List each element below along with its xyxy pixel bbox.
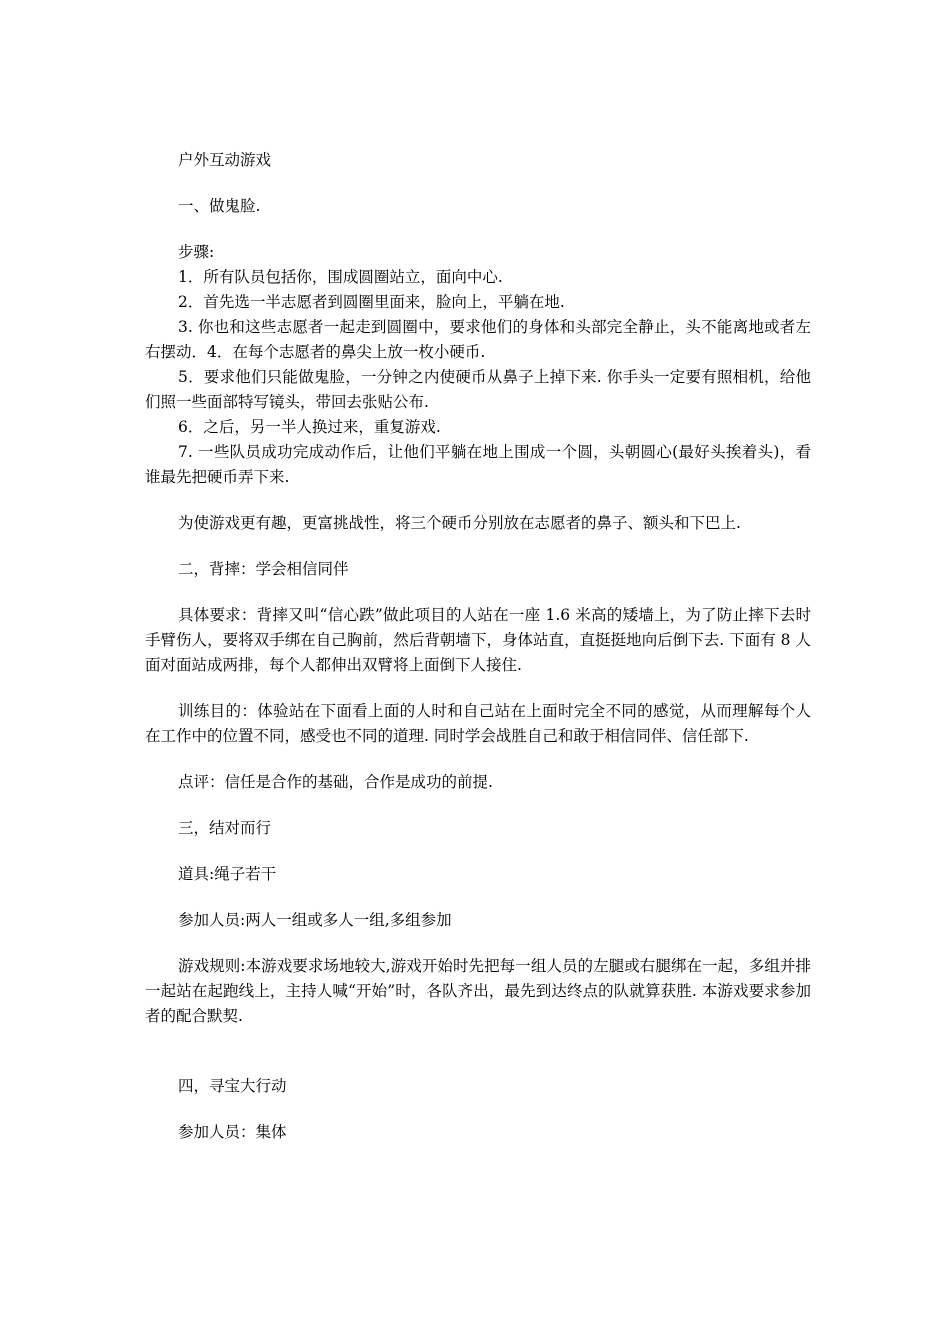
section2-heading: 二，背摔：学会相信同伴 (178, 560, 349, 578)
section2-purpose: 训练目的：体验站在下面看上面的人时和自己站在上面时完全不同的感觉，从而理解每个人在工作中的位置不同，感受也不同的道理. 同时学会战胜自己和敢于相信同伴、信任部下. (145, 702, 811, 745)
section3-participants: 参加人员:两人一组或多人一组,多组参加 (178, 911, 452, 929)
section3-heading: 三，结对而行 (178, 819, 272, 837)
section1-tip: 为使游戏更有趣，更富挑战性，将三个硬币分别放在志愿者的鼻子、额头和下巴上. (178, 514, 741, 532)
step-item: 6．之后，另一半人换过来，重复游戏. (178, 418, 441, 436)
step-item: 2．首先选一半志愿者到圆圈里面来，脸向上，平躺在地. (178, 293, 565, 311)
section1-heading: 一、做鬼脸. (178, 197, 261, 215)
section3-rules: 游戏规则:本游戏要求场地较大,游戏开始时先把每一组人员的左腿或右腿绑在一起，多组并排一起站在起跑线上，主持人喊“开始”时，各队齐出，最先到达终点的队就算获胜. 本游戏要求参加者的配合默契. (145, 957, 811, 1025)
document-page (145, 148, 811, 1145)
section2-comment: 点评：信任是合作的基础，合作是成功的前提. (178, 773, 493, 791)
step-item: 3. 你也和这些志愿者一起走到圆圈中，要求他们的身体和头部完全静止，头不能离地或者左右摆动．4．在每个志愿者的鼻尖上放一枚小硬币. (145, 318, 811, 361)
step-item: 1．所有队员包括你，围成圆圈站立，面向中心. (178, 268, 503, 286)
section4-participants: 参加人员：集体 (178, 1123, 287, 1141)
step-item: 7. 一些队员成功完成动作后，让他们平躺在地上围成一个圆，头朝圆心(最好头挨着头)，看谁最先把硬币弄下来. (145, 443, 811, 486)
document-title: 户外互动游戏 (178, 151, 272, 169)
steps-label: 步骤: (178, 243, 215, 261)
section2-requirement: 具体要求：背摔又叫“信心跌”做此项目的人站在一座 1.6 米高的矮墙上，为了防止摔下去时手臂伤人，要将双手绑在自己胸前，然后背朝墙下，身体站直，直挺挺地向后倒下去. 下面有 8 人面对面站成两排，每个人都伸出双臂将上面倒下人接住. (145, 606, 811, 674)
section3-props: 道具:绳子若干 (178, 865, 277, 883)
step-item: 5．要求他们只能做鬼脸，一分钟之内使硬币从鼻子上掉下来. 你手头一定要有照相机，给他们照一些面部特写镜头，带回去张贴公布. (145, 368, 811, 411)
section4-heading: 四，寻宝大行动 (178, 1077, 287, 1095)
